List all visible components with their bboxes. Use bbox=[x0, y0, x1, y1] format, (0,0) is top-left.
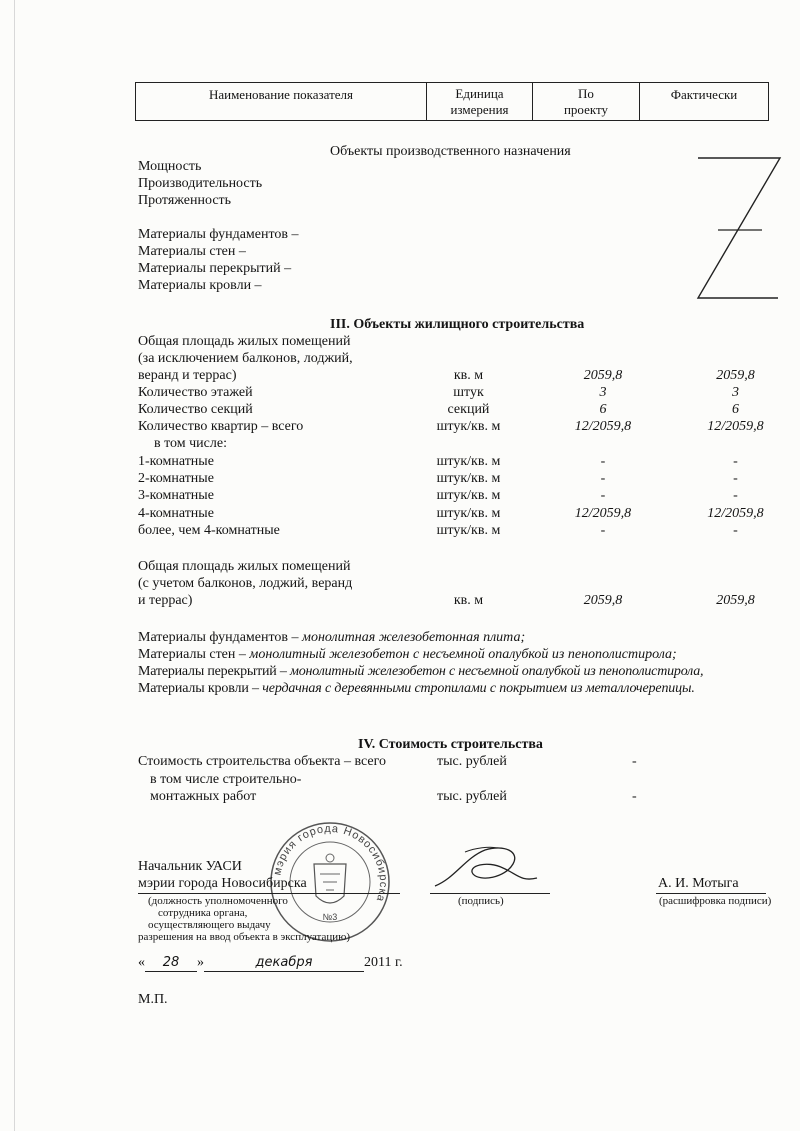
production-title: Объекты производственного назначения bbox=[330, 144, 571, 159]
position-note-line2: сотрудника органа, bbox=[158, 907, 248, 919]
production-material-roof: Материалы кровли – bbox=[138, 278, 262, 293]
cost-total-value: - bbox=[632, 754, 637, 769]
date-day: 28 bbox=[145, 954, 197, 972]
production-material-floors: Материалы перекрытий – bbox=[138, 261, 292, 276]
housing-material-roof: Материалы кровли – чердачная с деревянными стропилами с покрытием из металлочерепицы. bbox=[138, 681, 695, 696]
position-note-line1: (должность уполномоченного bbox=[148, 895, 288, 907]
position-line1: Начальник УАСИ bbox=[138, 859, 242, 874]
cost-incl-line1: в том числе строительно- bbox=[150, 772, 302, 787]
mp-label: М.П. bbox=[138, 992, 168, 1007]
header-actual: Фактически bbox=[670, 87, 738, 102]
position-line2: мэрии города Новосибирска bbox=[138, 876, 307, 891]
area-excl-line1: Общая площадь жилых помещений bbox=[138, 334, 351, 349]
handwritten-signature bbox=[425, 838, 545, 898]
housing-title: III. Объекты жилищного строительства bbox=[330, 317, 585, 332]
housing-material-walls: Материалы стен – монолитный железобетон с несъемной опалубкой из пенополистирола; bbox=[138, 647, 677, 662]
production-item-power: Мощность bbox=[138, 159, 202, 174]
date-month: декабря bbox=[204, 954, 364, 972]
housing-material-foundation: Материалы фундаментов – монолитная железобетонная плита; bbox=[138, 630, 526, 645]
cost-total-label: Стоимость строительства объекта – всего bbox=[138, 754, 387, 769]
header-unit: Единица измерения bbox=[450, 86, 509, 117]
production-item-length: Протяженность bbox=[138, 193, 232, 208]
area-incl-line2: (с учетом балконов, лоджий, веранд bbox=[138, 576, 353, 591]
housing-material-floors: Материалы перекрытий – монолитный железобетон с несъемной опалубкой из пенополистирола, bbox=[138, 664, 704, 679]
name-note: (расшифровка подписи) bbox=[659, 895, 772, 907]
header-project: По проекту bbox=[563, 86, 609, 117]
production-material-walls: Материалы стен – bbox=[138, 244, 246, 259]
header-indicator-name: Наименование показателя bbox=[208, 87, 354, 102]
including-label: в том числе: bbox=[154, 436, 227, 451]
production-item-productivity: Производительность bbox=[138, 176, 263, 191]
cost-incl-line2: монтажных работ bbox=[150, 789, 257, 804]
table-header bbox=[135, 82, 769, 121]
scan-edge-line bbox=[14, 0, 15, 1131]
cost-incl-unit: тыс. рублей bbox=[437, 789, 507, 804]
cost-incl-value: - bbox=[632, 789, 637, 804]
signatory-name: А. И. Мотыга bbox=[658, 876, 739, 891]
stamp-number: №3 bbox=[322, 912, 338, 922]
date-line: « 28 » декабря 2011 г. bbox=[138, 955, 403, 970]
area-excl-line2: (за исключением балконов, лоджий, bbox=[138, 351, 353, 366]
z-strike-mark bbox=[690, 150, 790, 305]
position-note-line3: осуществляющего выдачу bbox=[148, 919, 271, 931]
position-note-line4: разрешения на ввод объекта в эксплуатацию) bbox=[138, 931, 350, 943]
area-incl-line1: Общая площадь жилых помещений bbox=[138, 559, 351, 574]
cost-total-unit: тыс. рублей bbox=[437, 754, 507, 769]
production-material-foundation: Материалы фундаментов – bbox=[138, 227, 299, 242]
cost-title: IV. Стоимость строительства bbox=[358, 737, 543, 752]
stamp-ring-text: мэрия города Новосибирска bbox=[271, 822, 390, 904]
signature-note: (подпись) bbox=[458, 895, 504, 907]
